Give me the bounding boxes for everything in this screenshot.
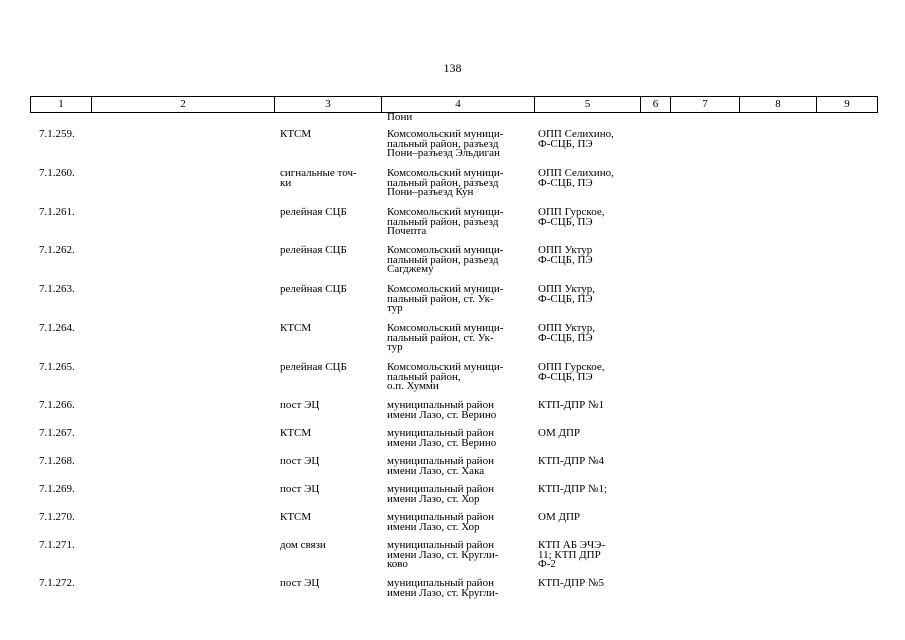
object-type [280, 513, 311, 523]
power-source-line: ОПП Уктур, [538, 322, 596, 334]
object-type [280, 208, 347, 218]
power-source [538, 429, 580, 439]
object-location-line: ково [387, 558, 408, 570]
power-source-line: Ф-СЦБ, ПЭ [538, 253, 593, 266]
power-source-line: КТП АБ ЭЧЭ- [538, 539, 606, 551]
power-source-line: КТП-ДПР №1 [538, 399, 604, 411]
row-number: 7.1.259. [39, 128, 75, 140]
header-col-9: 9 [817, 97, 878, 113]
object-type-line: пост ЭЦ [280, 399, 320, 411]
row-number: 7.1.268. [39, 455, 75, 467]
row-number: 7.1.270. [39, 511, 75, 523]
object-location-line: имени Лазо, ст. Хака [387, 464, 485, 477]
object-location [387, 363, 503, 392]
power-source-line: Ф-СЦБ, ПЭ [538, 137, 593, 150]
object-location-line: имени Лазо, ст. Хор [387, 520, 480, 533]
object-location-line: Комсомольский муници- [387, 361, 504, 373]
power-source-line: Ф-СЦБ, ПЭ [538, 176, 593, 189]
object-type-line: КТСМ [280, 322, 312, 334]
object-location-line: пальный район, ст. Ук- [387, 292, 494, 305]
row-number: 7.1.260. [39, 167, 75, 179]
row-number: 7.1.267. [39, 427, 75, 439]
object-type [280, 429, 311, 439]
object-type-line: дом связи [280, 539, 326, 551]
object-type-line: КТСМ [280, 128, 312, 140]
object-location-line: тур [387, 302, 403, 314]
power-source-line: Ф-СЦБ, ПЭ [538, 215, 593, 228]
power-source [538, 513, 580, 523]
object-location [387, 130, 503, 159]
object-location-line: Пони–разъезд Эльдиган [387, 147, 500, 159]
object-location-line: Комсомольский муници- [387, 283, 504, 295]
object-type [280, 363, 347, 373]
power-source-line: КТП-ДПР №4 [538, 455, 604, 467]
object-location [387, 208, 503, 237]
header-col-3: 3 [275, 97, 382, 113]
object-location-line: имени Лазо, ст. Верино [387, 408, 497, 421]
object-type-line: релейная СЦБ [280, 283, 347, 295]
object-type-line: релейная СЦБ [280, 206, 347, 218]
object-location-line: Сагджему [387, 263, 434, 275]
object-location-line: пальный район, разъезд [387, 215, 499, 228]
power-source [538, 541, 605, 570]
header-col-6: 6 [641, 97, 671, 113]
power-source [538, 363, 604, 382]
object-location-line: имени Лазо, ст. Кругли- [387, 586, 499, 599]
object-location [387, 429, 496, 448]
object-type [280, 324, 311, 334]
power-source-line: ОМ ДПР [538, 511, 581, 523]
object-location-line: муниципальный район [387, 577, 494, 589]
header-col-4: 4 [382, 97, 535, 113]
object-type-line: сигнальные точ- [280, 167, 357, 179]
object-type-line: пост ЭЦ [280, 483, 320, 495]
power-source-line: ОПП Гурское, [538, 361, 605, 373]
power-source-line: ОПП Селихино, [538, 167, 614, 179]
power-source-line: 11; КТП ДПР [538, 548, 601, 561]
row-number: 7.1.263. [39, 283, 75, 295]
object-type [280, 169, 357, 188]
object-location-line: Комсомольский муници- [387, 128, 504, 140]
power-source [538, 169, 614, 188]
object-type [280, 285, 347, 295]
object-type [280, 579, 319, 589]
object-location [387, 457, 494, 476]
object-location-line: пальный район, ст. Ук- [387, 331, 494, 344]
object-type-line: релейная СЦБ [280, 244, 347, 256]
object-type-line: КТСМ [280, 511, 312, 523]
object-location-line: муниципальный район [387, 539, 494, 551]
object-type-line: ки [280, 176, 292, 189]
power-source [538, 579, 604, 589]
object-type-line: КТСМ [280, 427, 312, 439]
power-source-line: Ф-СЦБ, ПЭ [538, 370, 593, 383]
power-source-line: ОПП Селихино, [538, 128, 614, 140]
object-location [387, 169, 503, 198]
header-col-2: 2 [92, 97, 275, 113]
object-type [280, 457, 319, 467]
object-location [387, 285, 503, 314]
object-type [280, 130, 311, 140]
object-location [387, 485, 494, 504]
power-source-line: Ф-2 [538, 558, 556, 570]
power-source [538, 401, 604, 411]
object-location-line: пальный район, разъезд [387, 137, 499, 150]
row-number: 7.1.271. [39, 539, 75, 551]
object-location-line: пальный район, [387, 370, 461, 383]
header-row [31, 97, 878, 113]
object-type [280, 541, 326, 551]
object-type-line: релейная СЦБ [280, 361, 347, 373]
row-number: 7.1.265. [39, 361, 75, 373]
object-location-line: муниципальный район [387, 399, 494, 411]
power-source [538, 485, 607, 495]
power-source-line: ОПП Гурское, [538, 206, 605, 218]
object-type-line: пост ЭЦ [280, 455, 320, 467]
object-location-line: имени Лазо, ст. Верино [387, 436, 497, 449]
object-location-line: Почепта [387, 225, 427, 237]
page-number: 138 [443, 61, 462, 75]
object-location-line: муниципальный район [387, 511, 494, 523]
object-location-line: тур [387, 341, 403, 353]
object-type [280, 401, 319, 411]
object-location-line: Комсомольский муници- [387, 167, 504, 179]
power-source [538, 457, 604, 467]
power-source-line: ОПП Уктур [538, 244, 593, 256]
power-source-line: ОПП Уктур, [538, 283, 596, 295]
object-location [387, 324, 503, 353]
object-location [387, 246, 503, 275]
object-location-line: о.п. Хумми [387, 380, 439, 392]
object-location-line: имени Лазо, ст. Кругли- [387, 548, 499, 561]
power-source [538, 246, 593, 265]
object-location-line: пальный район, разъезд [387, 176, 499, 189]
object-location [387, 541, 498, 570]
object-location-line: муниципальный район [387, 483, 494, 495]
object-location-line: Пони–разъезд Кун [387, 186, 474, 198]
object-location-line: Комсомольский муници- [387, 244, 504, 256]
power-source [538, 285, 595, 304]
object-location-line: Комсомольский муници- [387, 206, 504, 218]
power-source-line: Ф-СЦБ, ПЭ [538, 331, 593, 344]
column-header-table [30, 96, 878, 113]
power-source-line: Ф-СЦБ, ПЭ [538, 292, 593, 305]
header-col-7: 7 [671, 97, 740, 113]
row-number: 7.1.266. [39, 399, 75, 411]
power-source [538, 324, 595, 343]
continuation-text: Пони [387, 111, 413, 123]
object-location [387, 513, 494, 532]
row-number: 7.1.272. [39, 577, 75, 589]
object-location-line: муниципальный район [387, 455, 494, 467]
object-type-line: пост ЭЦ [280, 577, 320, 589]
power-source [538, 130, 614, 149]
object-location-line: муниципальный район [387, 427, 494, 439]
object-type [280, 485, 319, 495]
object-location-line: Комсомольский муници- [387, 322, 504, 334]
object-location [387, 401, 496, 420]
power-source-line: КТП-ДПР №1; [538, 483, 608, 495]
row-number: 7.1.262. [39, 244, 75, 256]
power-source-line: КТП-ДПР №5 [538, 577, 604, 589]
power-source-line: ОМ ДПР [538, 427, 581, 439]
object-location [387, 579, 498, 598]
object-type [280, 246, 347, 256]
header-col-1: 1 [31, 97, 92, 113]
header-col-5: 5 [535, 97, 641, 113]
power-source [538, 208, 604, 227]
row-number: 7.1.269. [39, 483, 75, 495]
row-number: 7.1.264. [39, 322, 75, 334]
header-col-8: 8 [740, 97, 817, 113]
object-location-line: пальный район, разъезд [387, 253, 499, 266]
row-number: 7.1.261. [39, 206, 75, 218]
object-location-line: имени Лазо, ст. Хор [387, 492, 480, 505]
